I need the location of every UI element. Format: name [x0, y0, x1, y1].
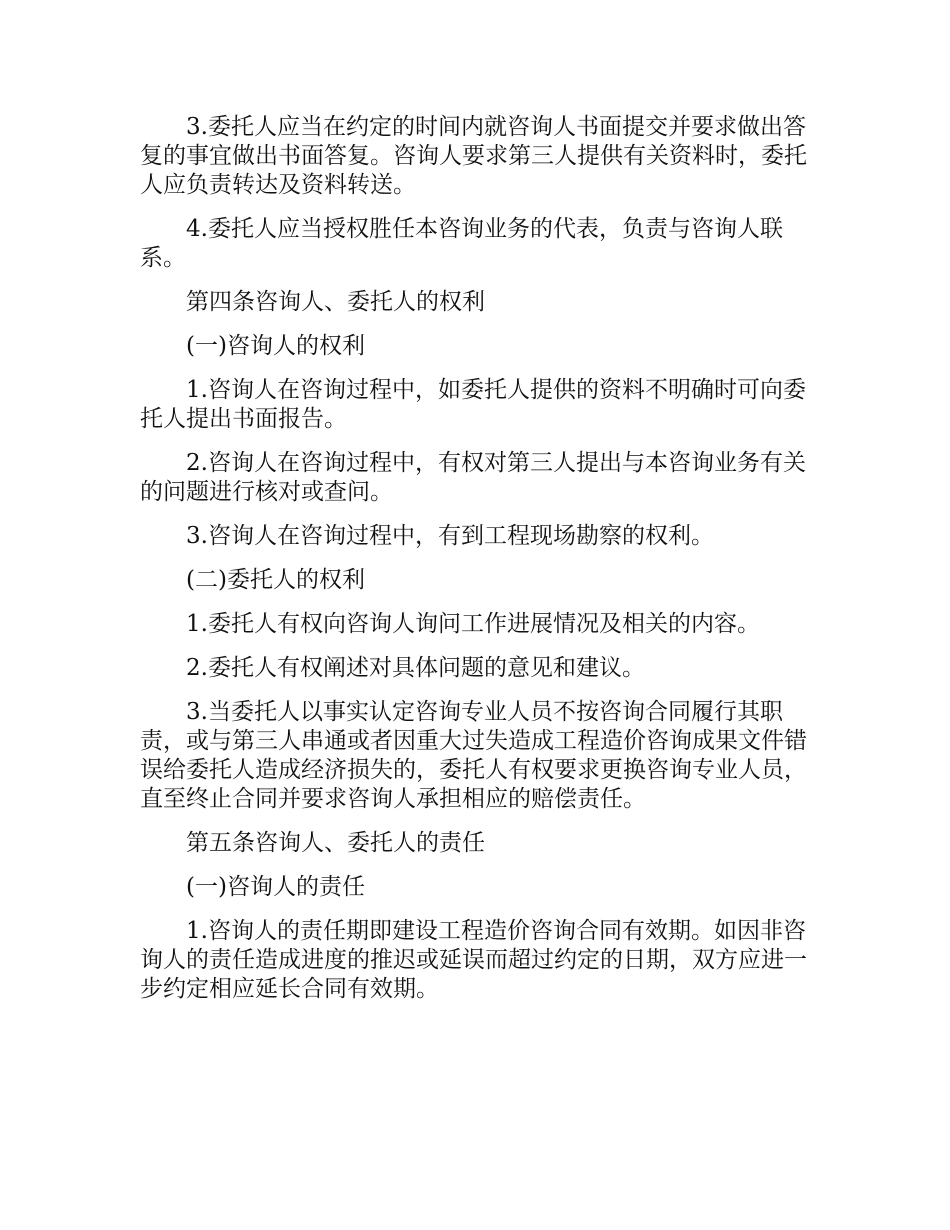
heading-article-4: 第四条咨询人、委托人的权利: [186, 289, 485, 315]
paragraph-clause-4-representative: 4.委托人应当授权胜任本咨询业务的代表，负责与咨询人联系。: [140, 216, 783, 271]
subheading-consultant-liability: (一)咨询人的责任: [186, 874, 365, 900]
paragraph-client-right-1: 1.委托人有权向咨询人询问工作进展情况及相关的内容。: [186, 611, 760, 637]
document-body: [140, 113, 812, 1019]
paragraph-consultant-right-1: 1.咨询人在咨询过程中，如委托人提供的资料不明确时可向委托人提出书面报告。: [140, 377, 806, 432]
paragraph-consultant-liability-1: 1.咨询人的责任期即建设工程造价咨询合同有效期。如因非咨询人的责任造成进度的推迟或延误而超过约定的日期，双方应进一步约定相应延长合同有效期。: [140, 918, 807, 1002]
paragraph-clause-3-reply: 3.委托人应当在约定的时间内就咨询人书面提交并要求做出答复的事宜做出书面答复。咨询人要求第三人提供有关资料时，委托人应负责转达及资料转送。: [140, 114, 807, 198]
paragraph-client-right-2: 2.委托人有权阐述对具体问题的意见和建议。: [186, 655, 645, 681]
paragraph-consultant-right-2: 2.咨询人在咨询过程中，有权对第三人提出与本咨询业务有关的问题进行核对或查问。: [140, 450, 806, 505]
paragraph-consultant-right-3: 3.咨询人在咨询过程中，有到工程现场勘察的权利。: [186, 523, 714, 549]
paragraph-client-right-3: 3.当委托人以事实认定咨询专业人员不按咨询合同履行其职责，或与第三人串通或者因重大过失造成工程造价咨询成果文件错误给委托人造成经济损失的，委托人有权要求更换咨询专业人员，直至终止合同并要求咨询人承担相应的赔偿责任。: [140, 699, 807, 812]
subheading-consultant-rights: (一)咨询人的权利: [186, 333, 365, 359]
subheading-client-rights: (二)委托人的权利: [186, 567, 365, 593]
heading-article-5: 第五条咨询人、委托人的责任: [186, 830, 485, 856]
